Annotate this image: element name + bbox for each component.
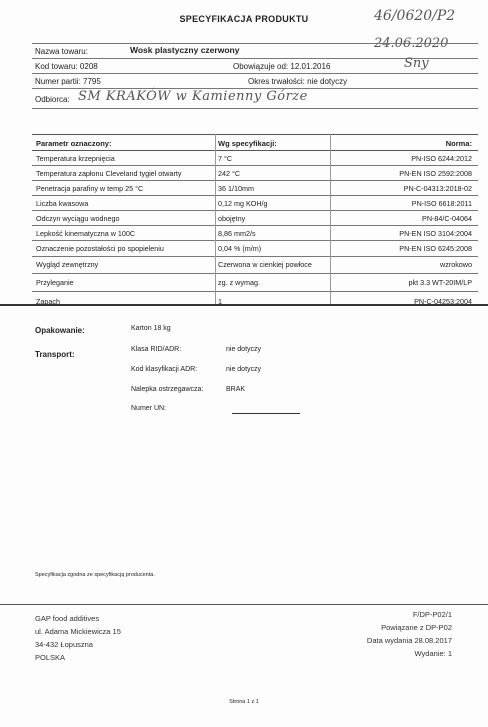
company-street: ul. Adama Mickiewicza 15 <box>35 627 121 636</box>
table-cell: Lepkość kinematyczna w 100C <box>36 229 136 238</box>
form-related: Powiązane z DP-P02 <box>381 623 452 632</box>
table-cell: Wygląd zewnętrzny <box>36 260 99 269</box>
table-row <box>32 165 476 180</box>
valid-from: Obowiązuje od: 12.01.2016 <box>233 62 331 71</box>
table-row <box>32 210 476 225</box>
company-name: GAP food additives <box>35 614 100 623</box>
table-cell: PN-C-04253:2004 <box>414 297 472 305</box>
company-country: POLSKA <box>35 653 66 662</box>
rid-adr-label: Klasa RID/ADR: <box>131 346 182 353</box>
table-cell: Penetracja parafiny w temp 25 °C <box>36 184 144 193</box>
table-cell: Przyleganie <box>36 278 74 287</box>
adr-code-label: Kod klasyfikacji ADR: <box>131 366 198 373</box>
table-row <box>32 256 476 271</box>
page-fold-line <box>0 304 488 306</box>
divider <box>32 108 478 109</box>
table-cell: pkt 3.3 WT-20IM/LP <box>408 278 472 287</box>
un-number-label: Numer UN: <box>131 405 167 412</box>
table-row <box>32 150 476 165</box>
table-cell: PN-C-04313:2018-02 <box>403 184 472 193</box>
transport-label: Transport: <box>35 350 75 359</box>
table-row <box>32 274 476 289</box>
table-cell: zg. z wymag. <box>218 278 260 287</box>
table-cell: PN-EN ISO 2592:2008 <box>399 169 472 178</box>
table-header-row <box>32 135 476 150</box>
table-cell: 242 °C <box>218 169 241 178</box>
table-row <box>32 195 476 210</box>
table-cell: Czerwona w cienkiej powłoce <box>218 260 312 269</box>
table-cell: 36 1/10mm <box>218 184 254 193</box>
product-name-value: Wosk plastyczny czerwony <box>130 45 240 55</box>
divider <box>32 73 478 74</box>
compliance-note: Specyfikacja zgodna ze specyfikacją producenta. <box>35 572 155 578</box>
table-cell: PN-EN ISO 3104:2004 <box>399 229 472 238</box>
form-info <box>367 608 452 660</box>
product-name-label: Nazwa towaru: <box>35 47 88 56</box>
handwritten-reference: 46/0620/P2 <box>374 8 456 24</box>
document-title: SPECYFIKACJA PRODUKTU <box>179 14 309 24</box>
col-header-parameter: Parametr oznaczony: <box>36 139 112 148</box>
table-cell: 1 <box>218 297 222 305</box>
table-cell: Oznaczenie pozostałości po spopieleniu <box>36 244 164 253</box>
table-cell: PN-ISO 6618:2011 <box>411 199 472 208</box>
table-cell: wzrokowo <box>440 260 472 269</box>
table-cell: Odczyn wyciągu wodnego <box>36 214 120 223</box>
rid-adr-value: nie dotyczy <box>226 346 262 353</box>
form-issue-date: Data wydania 28.08.2017 <box>366 636 452 645</box>
col-header-norm: Norma: <box>445 139 472 148</box>
un-number-blank <box>232 413 300 414</box>
warning-label-value: BRAK <box>226 386 246 393</box>
company-city: 34-432 Łopuszna <box>35 640 93 649</box>
table-cell: 0,12 mg KOH/g <box>218 199 268 208</box>
table-cell: 7 °C <box>218 154 233 163</box>
table-cell: obojętny <box>218 214 246 223</box>
company-address <box>35 612 121 664</box>
table-cell: Temperatura krzepnięcia <box>36 154 115 163</box>
packaging-label: Opakowanie: <box>35 326 85 335</box>
table-cell: 8,86 mm2/s <box>218 229 256 238</box>
table-cell: Temperatura zapłonu Cleveland tygiel otwarty <box>36 169 182 178</box>
table-cell: PN-EN ISO 6245:2008 <box>399 244 472 253</box>
col-header-spec: Wg specyfikacji: <box>218 139 277 148</box>
table-row <box>32 180 476 195</box>
recipient-label: Odbiorca: <box>35 95 70 104</box>
table-cell: Zapach <box>36 297 60 305</box>
recipient-handwritten: SM KRAKÓW w Kamienny Górze <box>78 89 308 104</box>
warning-label-label: Nalepka ostrzegawcza: <box>131 386 204 393</box>
table-cell: Liczba kwasowa <box>36 199 89 208</box>
form-code: F/DP-P02/1 <box>412 610 452 619</box>
product-code: Kod towaru: 0208 <box>35 62 98 71</box>
footer-divider <box>0 604 488 605</box>
divider <box>32 43 478 44</box>
table-cell: PN-84/C-04064 <box>422 214 472 223</box>
page-number: Strona 1 z 1 <box>229 699 259 705</box>
packaging-value: Karton 18 kg <box>131 325 171 332</box>
form-edition: Wydanie: 1 <box>414 649 452 658</box>
table-cell: PN-ISO 6244:2012 <box>411 154 472 163</box>
handwritten-signature: Sny <box>404 56 429 71</box>
adr-code-value: nie dotyczy <box>226 366 262 373</box>
table-row <box>32 240 476 255</box>
table-cell: 0,04 % (m/m) <box>218 244 262 253</box>
table-row <box>32 225 476 240</box>
handwritten-date: 24.06.2020 <box>374 36 449 51</box>
batch-number: Numer partii: 7795 <box>35 77 101 86</box>
shelf-life: Okres trwałości: nie dotyczy <box>248 77 348 86</box>
